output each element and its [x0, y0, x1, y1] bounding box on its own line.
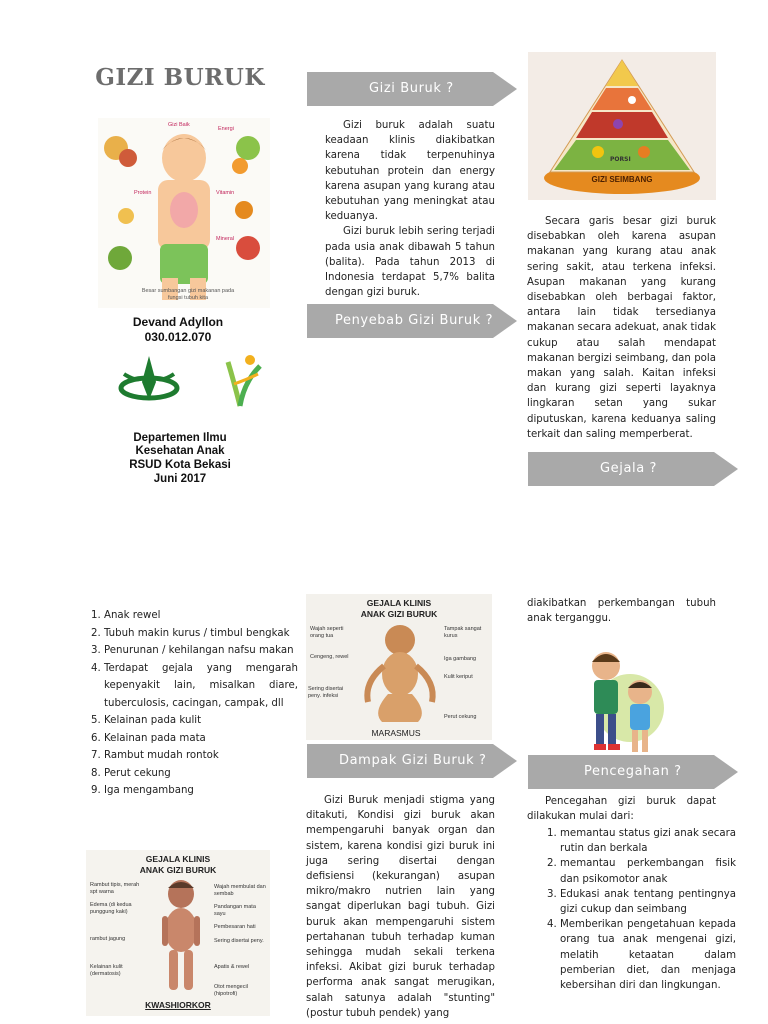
- banner-pencegahan-label: Pencegahan ?: [584, 764, 682, 779]
- marasmus-label: Sering disertai peny. infeksi: [308, 686, 344, 699]
- prevention-intro-text: Pencegahan gizi buruk dapat dilakukan mulai dari:: [527, 796, 716, 823]
- page-title: GIZI BURUK: [95, 64, 265, 91]
- symptoms-list: [84, 607, 298, 800]
- banner-dampak-label: Dampak Gizi Buruk ?: [339, 753, 487, 768]
- kwashiorkor-label: Pandangan mata sayu: [214, 904, 256, 917]
- impact-continued-text: [527, 596, 716, 626]
- marasmus-caption: MARASMUS: [371, 728, 421, 738]
- food-pyramid-image: [528, 52, 716, 200]
- causes-text: [527, 214, 716, 442]
- hospital-logo: [220, 352, 266, 410]
- nutrition-label-1: Gizi Baik: [168, 122, 190, 128]
- institution-line-4: Juni 2017: [153, 473, 207, 485]
- marasmus-child-figure: [358, 622, 442, 726]
- kwashiorkor-label: Wajah membulat dan sembab: [214, 884, 266, 897]
- kwashiorkor-image: [86, 850, 270, 1016]
- kwashiorkor-title-2: ANAK GIZI BURUK: [139, 865, 217, 875]
- university-logo: [118, 352, 180, 408]
- marasmus-label: Wajah seperti orang tua: [310, 626, 344, 639]
- nutrition-label-2: Energi: [218, 126, 234, 132]
- prevention-item: 4. Memberikan pengetahuan kepada orang tua anak mengenai gizi, melatih ketaatan dalam pemberian diet, dan menjaga kebersihan diri dan lingkungan.: [560, 917, 736, 993]
- kwashiorkor-label: Rambut tipis, merah spt warna: [90, 882, 140, 895]
- institution-line-2: Kesehatan Anak: [135, 445, 225, 457]
- symptom-item: 9. Iga mengambang: [104, 782, 298, 800]
- child-body-illustration: [98, 118, 270, 308]
- prevention-item: 1. memantau status gizi anak secara rutin dan berkala: [560, 826, 736, 856]
- symptom-item: 6. Kelainan pada mata: [104, 730, 298, 748]
- banner-dampak: [307, 744, 519, 778]
- marasmus-label: Iga gambang: [444, 656, 477, 662]
- banner-gizi-buruk-label: Gizi Buruk ?: [369, 81, 454, 96]
- symptom-item: 5. Kelainan pada kulit: [104, 712, 298, 730]
- impact-text: [306, 793, 495, 1021]
- marasmus-label: Cengeng, rewel: [310, 654, 349, 660]
- impact-paragraph: Gizi Buruk menjadi stigma yang ditakuti, Kondisi gizi buruk akan mempengaruhi banyak organ dan sistem, karena kondisi gizi buruk ini juga sering disertai dengan defisiensi (kekurangan) asupan mikro/makro nutrien lain yang sangat diperlukan bagi tubuh. Gizi buruk akan mempengaruhi sistem pertahanan tubuh terhadap kuman sehingga mudah sekali terkena infeksi. Akibat gizi buruk terhadap performa anak sangat merugikan, salah satunya adalah "stunting" (postur tubuh pendek) yang: [306, 795, 495, 1019]
- author-name: Devand Adyllon: [132, 315, 224, 329]
- banner-gizi-buruk: [307, 72, 519, 106]
- kwashiorkor-child-figure: [156, 878, 206, 998]
- prevention-intro: [527, 794, 716, 824]
- symptom-item: 8. Perut cekung: [104, 765, 298, 783]
- kwashiorkor-label: Kelainan kulit (dermatosis): [90, 964, 123, 977]
- nutrition-label-4: Vitamin: [216, 190, 235, 196]
- causes-paragraph: Secara garis besar gizi buruk disebabkan oleh karena asupan makanan yang kurang atau anak sering sakit, atau terkena infeksi. Asupan makanan yang kurang disebabkan oleh berbagai faktor, antara lain tidak tersedianya makanan secara adekuat, anak tidak cukup atau salah mendapat makanan bergizi seimbang, dan pola makan yang salah. Kaitan infeksi dan kurang gizi seperti layaknya lingkaran setan yang sukar diputuskan, karena keduanya saling terkait dan saling memperberat.: [527, 216, 716, 440]
- institution-line-1: Departemen Ilmu: [133, 432, 227, 444]
- marasmus-label: Kulit keriput: [444, 674, 473, 680]
- kwashiorkor-caption: KWASHIORKOR: [145, 1000, 211, 1010]
- banner-pencegahan: [528, 755, 740, 789]
- definition-paragraph-1: Gizi buruk adalah suatu keadaan klinis diakibatkan karena tidak terpenuhinya kebutuhan protein dan energy karena asupan yang kurang atau kebutuhan yang meningkat atau keduanya.: [325, 120, 495, 223]
- kwashiorkor-label: Edema (di kedua punggung kaki): [90, 902, 132, 915]
- symptom-item: 1. Anak rewel: [104, 607, 298, 625]
- nutrition-label-5: Mineral: [216, 236, 235, 242]
- nutrition-caption: Besar sumbangan gizi makanan pada fungsi tubuh kita: [141, 288, 235, 301]
- kwashiorkor-label: rambut jagung: [90, 936, 126, 942]
- symptom-item: 3. Penurunan / kehilangan nafsu makan: [104, 642, 298, 660]
- definition-text: [325, 118, 495, 300]
- banner-gejala-label: Gejala ?: [600, 461, 658, 476]
- pyramid-porsi-label: PORSI: [610, 156, 631, 163]
- kwashiorkor-label: Apatis & rewel: [214, 964, 250, 970]
- impact-continued-paragraph: diakibatkan perkembangan tubuh anak terganggu.: [527, 598, 716, 625]
- banner-gejala: [528, 452, 740, 486]
- banner-penyebab-label: Penyebab Gizi Buruk ?: [335, 313, 494, 328]
- marasmus-title-1: GEJALA KLINIS: [366, 598, 432, 608]
- kwashiorkor-label: Sering disertai peny.: [214, 938, 264, 944]
- prevention-item: 3. Edukasi anak tentang pentingnya gizi cukup dan seimbang: [560, 887, 736, 917]
- nutrition-body-image: [98, 118, 270, 308]
- prevention-item: 2. memantau perkembangan fisik dan psikomotor anak: [560, 856, 736, 886]
- banner-penyebab: [307, 304, 519, 338]
- symptom-item: 7. Rambut mudah rontok: [104, 747, 298, 765]
- kwashiorkor-title-1: GEJALA KLINIS: [145, 854, 211, 864]
- nutrition-label-3: Protein: [134, 190, 152, 196]
- prevention-list: [540, 826, 736, 993]
- kwashiorkor-label: Pembesaran hati: [214, 924, 256, 930]
- kwashiorkor-label: Otot mengecil (hipotrofi): [214, 984, 248, 997]
- symptom-item: 4. Terdapat gejala yang mengarah kepenyakit lain, misalkan diare, tuberculosis, cacingan, campak, dll: [104, 660, 298, 713]
- institution-line-3: RSUD Kota Bekasi: [129, 459, 231, 471]
- marasmus-label: Perut cekung: [444, 714, 477, 720]
- pyramid-label: GIZI SEIMBANG: [591, 175, 653, 184]
- marasmus-label: Tampak sangat kurus: [444, 626, 482, 639]
- marasmus-image: [306, 594, 492, 740]
- definition-paragraph-2: Gizi buruk lebih sering terjadi pada usia anak dibawah 5 tahun (balita). Pada tahun 2013 di Indonesia terdapat 5,7% balita dengan gizi buruk.: [325, 226, 495, 299]
- marasmus-title-2: ANAK GIZI BURUK: [360, 609, 438, 619]
- symptom-item: 2. Tubuh makin kurus / timbul bengkak: [104, 625, 298, 643]
- author-id: 030.012.070: [144, 330, 212, 344]
- children-illustration: [572, 640, 672, 760]
